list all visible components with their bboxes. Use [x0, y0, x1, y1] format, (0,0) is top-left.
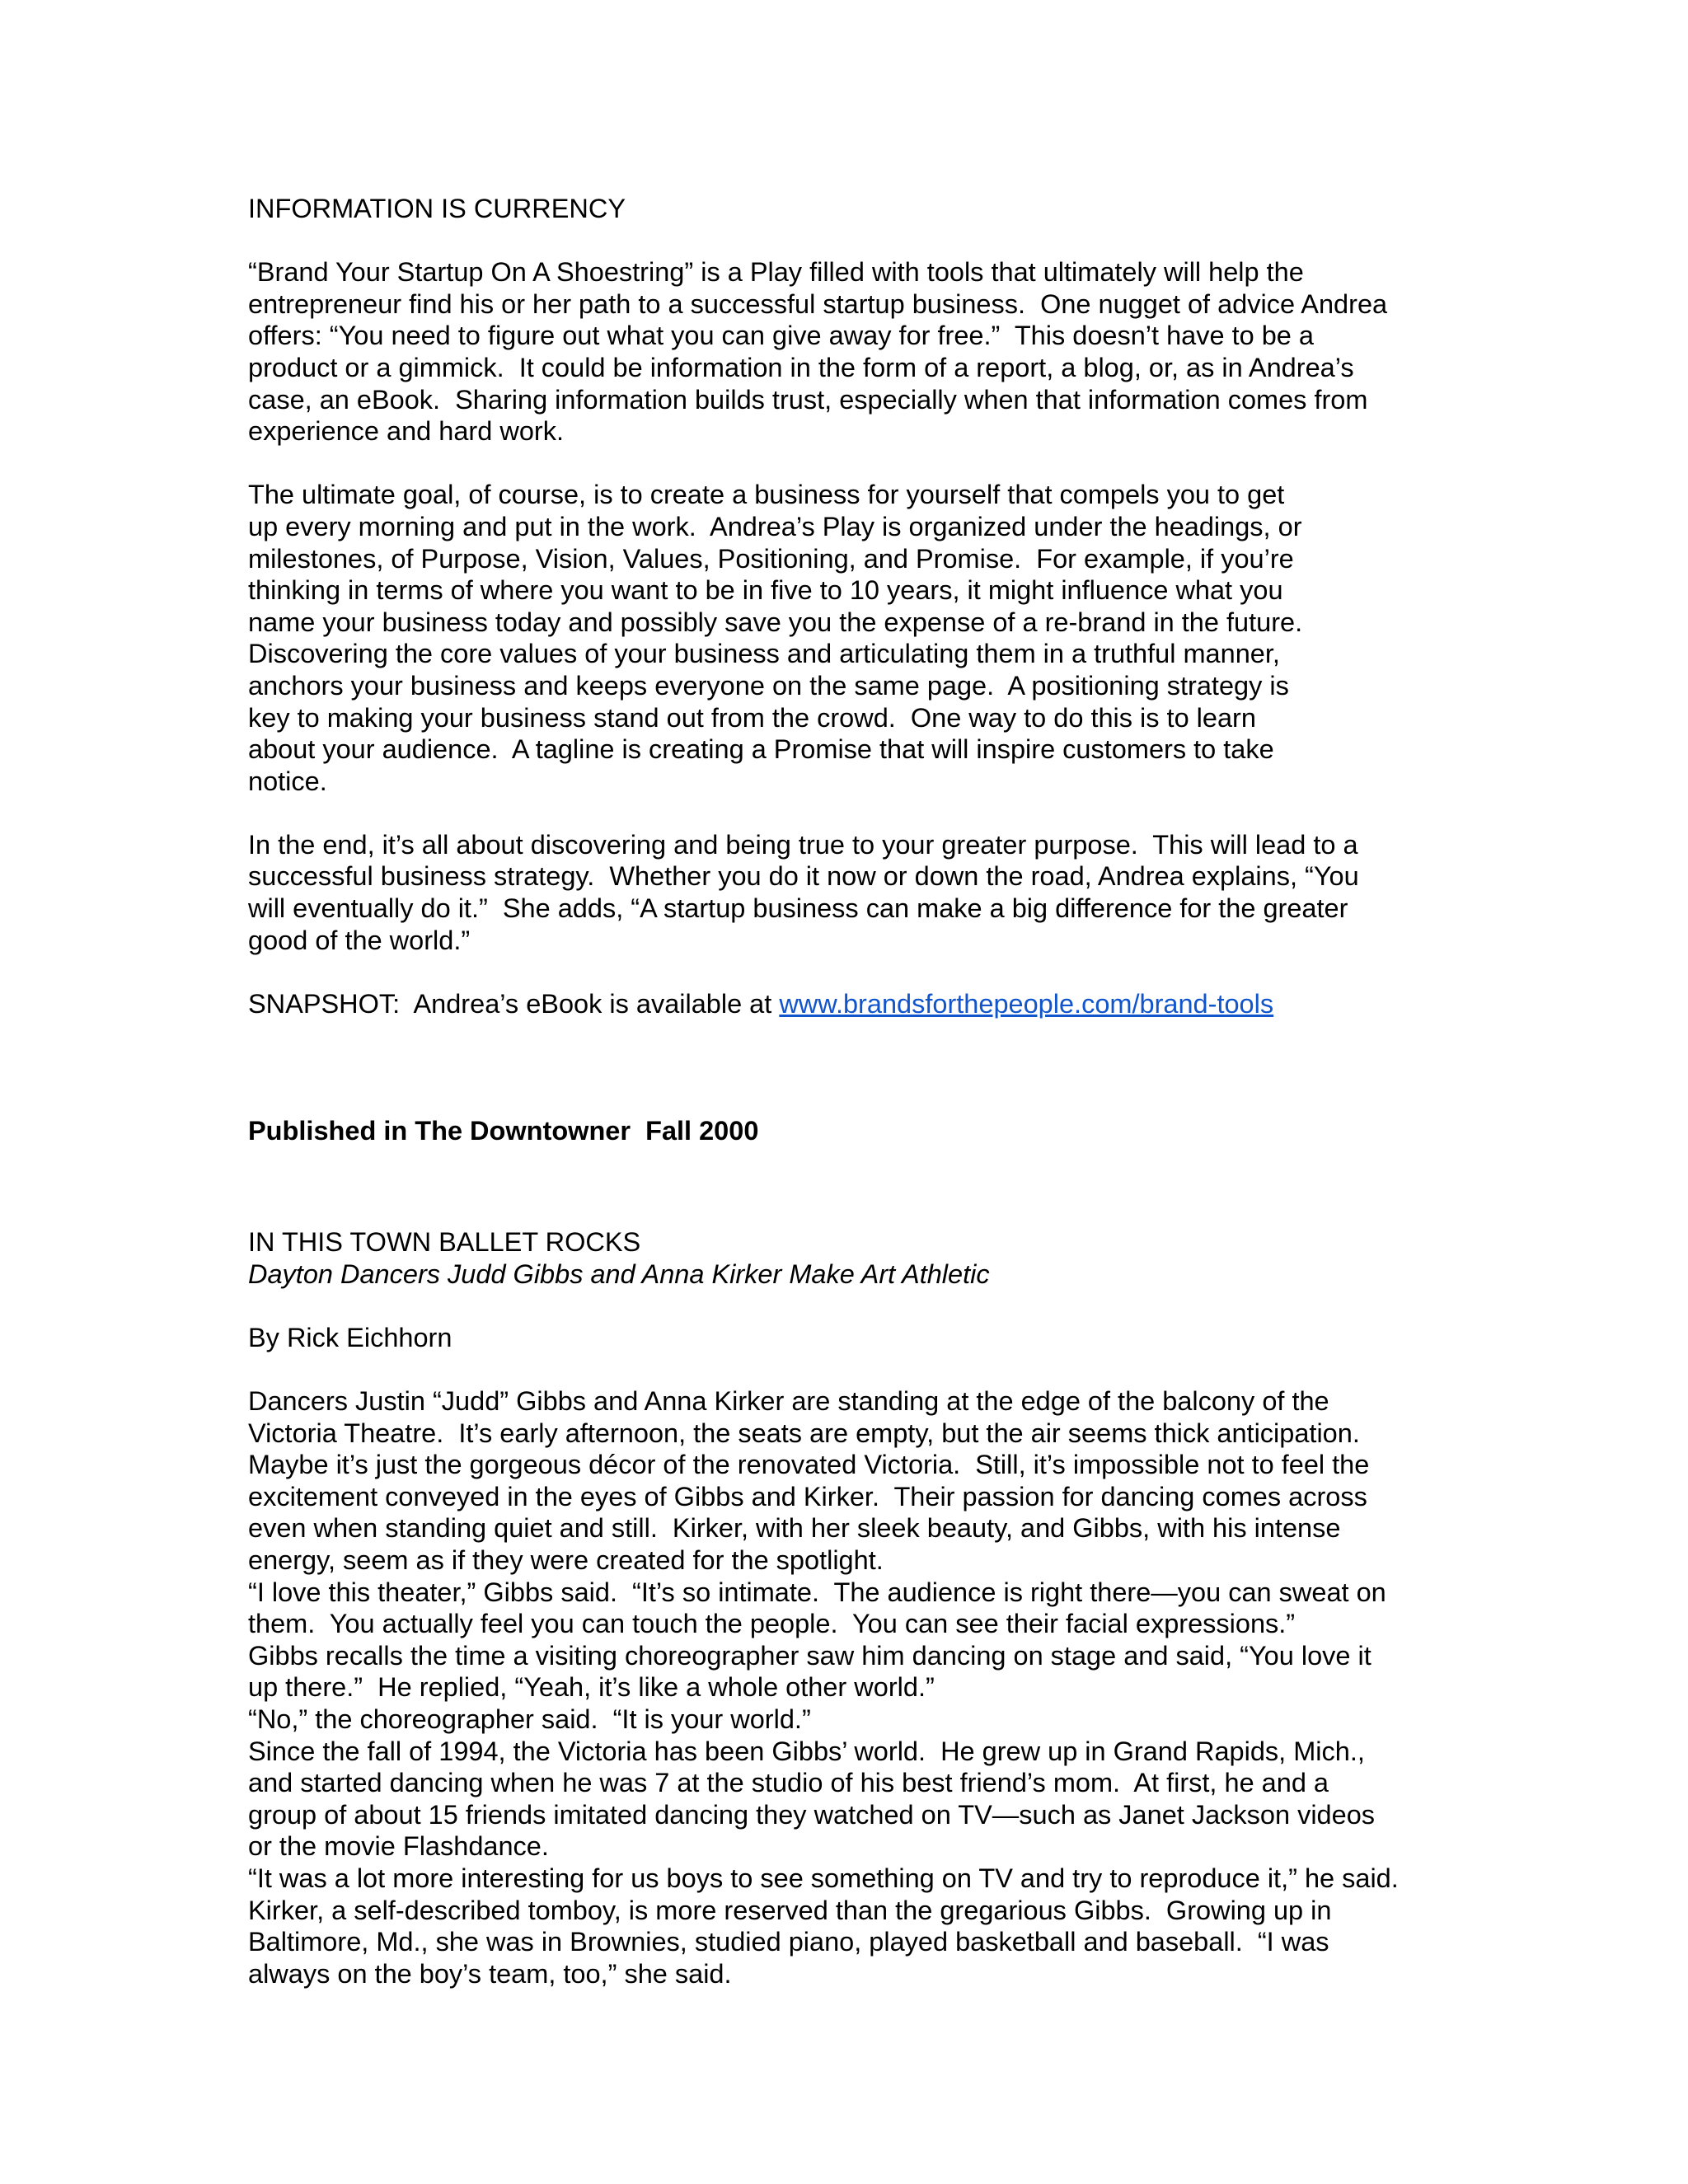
- text-line: key to making your business stand out from the crowd. One way to do this is to learn: [248, 702, 1256, 733]
- text-line: up every morning and put in the work. Andrea’s Play is organized under the headings, or: [248, 511, 1302, 541]
- text-line: excitement conveyed in the eyes of Gibbs and Kirker. Their passion for dancing comes across: [248, 1481, 1367, 1511]
- text-line: even when standing quiet and still. Kirker, with her sleek beauty, and Gibbs, with his intense: [248, 1513, 1341, 1544]
- text-line: Baltimore, Md., she was in Brownies, studied piano, played basketball and baseball. “I was: [248, 1927, 1329, 1957]
- text-line: good of the world.”: [248, 925, 471, 955]
- article-body: [248, 1385, 1451, 1990]
- section-heading: INFORMATION IS CURRENCY: [248, 194, 626, 223]
- text-line: about your audience. A tagline is creating a Promise that will inspire customers to take: [248, 734, 1274, 765]
- text-line: experience and hard work.: [248, 416, 565, 447]
- spacer: [248, 1290, 1451, 1322]
- text-line: successful business strategy. Whether you do it now or down the road, Andrea explains, “You: [248, 861, 1359, 892]
- publication-note: Published in The Downtowner Fall 2000: [248, 1116, 759, 1146]
- spacer: [248, 1353, 1451, 1385]
- text-line: In the end, it’s all about discovering and being true to your greater purpose. This will lead to a: [248, 829, 1358, 860]
- text-line: case, an eBook. Sharing information builds trust, especially when that information comes from: [248, 384, 1368, 415]
- text-line: name your business today and possibly save you the expense of a re-brand in the future.: [248, 607, 1303, 637]
- article-title: IN THIS TOWN BALLET ROCKS: [248, 1227, 641, 1258]
- snapshot-line: [248, 988, 1451, 1020]
- text-line: Kirker, a self-described tomboy, is more reserved than the gregarious Gibbs. Growing up in: [248, 1895, 1332, 1925]
- text-line: thinking in terms of where you want to be in five to 10 years, it might influence what you: [248, 575, 1283, 606]
- byline: By Rick Eichhorn: [248, 1322, 452, 1352]
- text-line: group of about 15 friends imitated dancing they watched on TV—such as Janet Jackson videos: [248, 1799, 1376, 1830]
- text-line: up there.” He replied, “Yeah, it’s like a whole other world.”: [248, 1672, 935, 1703]
- paragraph: [248, 479, 1451, 797]
- article-subtitle: Dayton Dancers Judd Gibbs and Anna Kirker Make Art Athletic: [248, 1258, 990, 1289]
- spacer: [248, 225, 1451, 257]
- text-line: or the movie Flashdance.: [248, 1831, 549, 1862]
- text-line: anchors your business and keeps everyone on the same page. A positioning strategy is: [248, 670, 1289, 701]
- text-line: offers: “You need to figure out what you can give away for free.” This doesn’t have to be a: [248, 321, 1314, 351]
- ebook-link[interactable]: www.brandsforthepeople.com/brand-tools: [779, 988, 1274, 1019]
- text-line: Victoria Theatre. It’s early afternoon, the seats are empty, but the air seems thick anticipation.: [248, 1418, 1360, 1448]
- paragraph: [248, 256, 1451, 448]
- snapshot-text: SNAPSHOT: Andrea’s eBook is available at: [248, 988, 780, 1019]
- text-line: milestones, of Purpose, Vision, Values, Positioning, and Promise. For example, if you’re: [248, 543, 1294, 574]
- text-line: “It was a lot more interesting for us boys to see something on TV and try to reproduce it,” he said.: [248, 1863, 1399, 1893]
- text-line: and started dancing when he was 7 at the studio of his best friend’s mom. At first, he and a: [248, 1768, 1329, 1798]
- text-line: “No,” the choreographer said. “It is your world.”: [248, 1704, 811, 1734]
- text-line: will eventually do it.” She adds, “A startup business can make a big difference for the greater: [248, 893, 1348, 924]
- spacer: [248, 1019, 1451, 1115]
- text-line: Gibbs recalls the time a visiting choreographer saw him dancing on stage and said, “You love it: [248, 1640, 1372, 1671]
- text-line: always on the boy’s team, too,” she said.: [248, 1958, 732, 1989]
- text-line: product or a gimmick. It could be information in the form of a report, a blog, or, as in Andrea’s: [248, 352, 1354, 382]
- text-line: entrepreneur find his or her path to a successful startup business. One nugget of advice Andrea: [248, 288, 1388, 319]
- spacer: [248, 1147, 1451, 1226]
- text-line: notice.: [248, 766, 327, 796]
- spacer: [248, 956, 1451, 988]
- text-line: Dancers Justin “Judd” Gibbs and Anna Kirker are standing at the edge of the balcony of the: [248, 1386, 1329, 1416]
- text-line: Maybe it’s just the gorgeous décor of the renovated Victoria. Still, it’s impossible not to feel the: [248, 1450, 1370, 1480]
- text-line: Discovering the core values of your business and articulating them in a truthful manner,: [248, 639, 1280, 669]
- text-line: Since the fall of 1994, the Victoria has been Gibbs’ world. He grew up in Grand Rapids, Mich.,: [248, 1736, 1365, 1766]
- text-line: The ultimate goal, of course, is to create a business for yourself that compels you to get: [248, 480, 1285, 510]
- text-line: “I love this theater,” Gibbs said. “It’s so intimate. The audience is right there—you can sweat on: [248, 1577, 1386, 1607]
- text-line: “Brand Your Startup On A Shoestring” is a Play filled with tools that ultimately will help the: [248, 257, 1304, 288]
- spacer: [248, 797, 1451, 829]
- paragraph: [248, 829, 1451, 956]
- text-line: energy, seem as if they were created for the spotlight.: [248, 1544, 884, 1575]
- text-line: them. You actually feel you can touch the people. You can see their facial expressions.”: [248, 1609, 1296, 1639]
- document-page: [248, 193, 1451, 1990]
- spacer: [248, 448, 1451, 480]
